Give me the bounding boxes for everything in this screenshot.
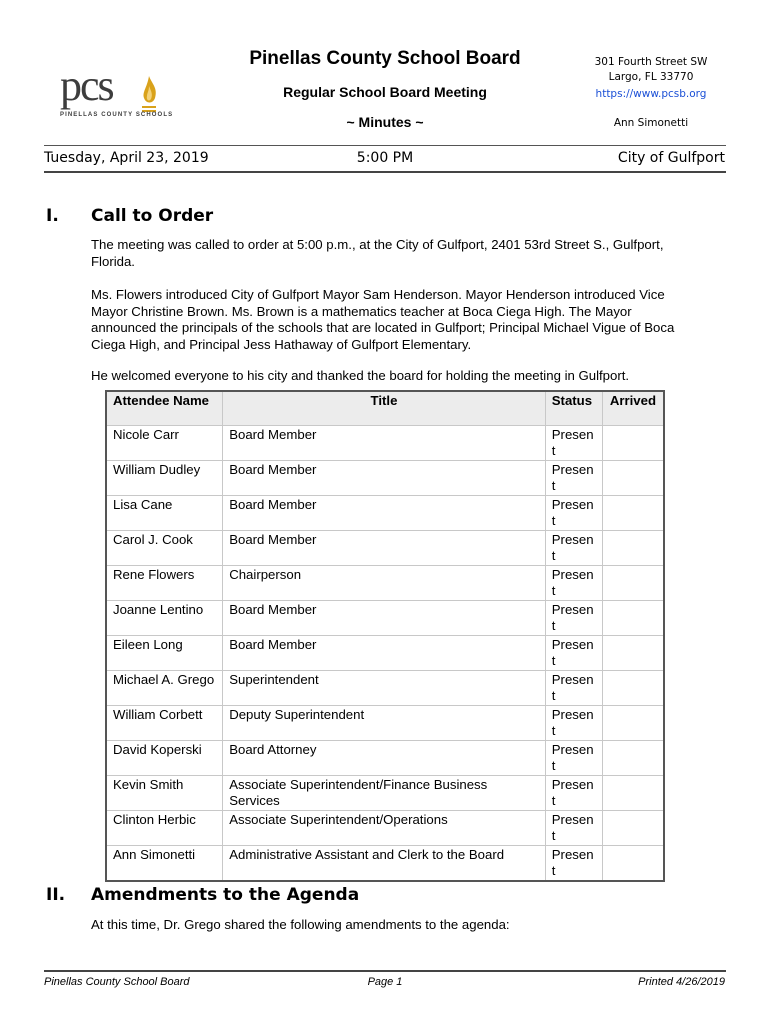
cell-arrived [602,531,664,566]
document-type: ~ Minutes ~ [346,114,424,130]
cell-title: Board Member [223,461,546,496]
cell-arrived [602,671,664,706]
clerk-name: Ann Simonetti [613,117,689,129]
document-title: Pinellas County School Board [249,48,521,69]
footer-page-number: Page 1 [367,976,403,988]
meeting-date: Tuesday, April 23, 2019 [44,150,209,166]
cell-attendee-name: Ann Simonetti [106,846,223,882]
cell-attendee-name: William Corbett [106,706,223,741]
paragraph: Ms. Flowers introduced City of Gulfport Mayor Sam Henderson. Mayor Henderson introduced Vice Mayor Christine Brown. Ms. Brown is a mathematics teacher at Boca Ciega High. The Mayor announced the principals of the schools that are located in Gulfport; Principal Michael Vigue of Boca Ciega High, and Principal Jess Hathaway of Gulfport Elementary. [91,287,675,352]
section-title-call-to-order: Call to Order [91,206,214,226]
cell-status: Present [545,426,602,461]
table-row [106,496,664,531]
meeting-type: Regular School Board Meeting [283,84,487,100]
meeting-time: 5:00 PM [356,150,414,166]
cell-arrived [602,811,664,846]
cell-title: Board Member [223,601,546,636]
cell-status: Present [545,811,602,846]
logo-org-line: PINELLAS COUNTY SCHOOLS [60,112,174,118]
cell-status: Present [545,601,602,636]
cell-arrived [602,601,664,636]
table-row [106,671,664,706]
cell-arrived [602,706,664,741]
table-header-row [106,391,664,426]
cell-arrived [602,741,664,776]
table-row [106,531,664,566]
table-row [106,426,664,461]
footer-org: Pinellas County School Board [44,976,190,988]
paragraph: The meeting was called to order at 5:00 p.m., at the City of Gulfport, 2401 53rd Street S., Gulfport, Florida. [91,237,664,269]
cell-title: Chairperson [223,566,546,601]
table-row [106,846,664,882]
header-divider [44,145,726,146]
website-link[interactable]: https://www.pcsb.org [595,88,707,100]
section-number: II. [46,885,66,905]
logo-mark: pcs [60,61,113,110]
cell-title: Superintendent [223,671,546,706]
cell-attendee-name: Carol J. Cook [106,531,223,566]
cell-arrived [602,846,664,882]
pcs-logo [60,61,174,122]
cell-title: Board Member [223,636,546,671]
cell-attendee-name: Michael A. Grego [106,671,223,706]
cell-status: Present [545,636,602,671]
table-row [106,706,664,741]
address-line-2: Largo, FL 33770 [608,71,694,83]
meta-divider [44,171,726,173]
cell-attendee-name: William Dudley [106,461,223,496]
cell-status: Present [545,741,602,776]
meeting-location: City of Gulfport [617,150,725,166]
section-title-amendments: Amendments to the Agenda [91,885,360,905]
cell-arrived [602,426,664,461]
cell-arrived [602,496,664,531]
cell-attendee-name: Kevin Smith [106,776,223,811]
cell-attendee-name: Nicole Carr [106,426,223,461]
column-header-status: Status [545,391,602,426]
table-row [106,601,664,636]
cell-attendee-name: Joanne Lentino [106,601,223,636]
cell-status: Present [545,531,602,566]
cell-status: Present [545,671,602,706]
cell-attendee-name: Eileen Long [106,636,223,671]
cell-title: Board Member [223,426,546,461]
cell-arrived [602,776,664,811]
table-row [106,461,664,496]
table-row [106,776,664,811]
flame-icon [138,74,160,114]
attendance-table [105,390,665,882]
cell-title: Associate Superintendent/Finance Business Services [223,776,546,811]
cell-status: Present [545,461,602,496]
column-header-name: Attendee Name [106,391,223,426]
cell-arrived [602,461,664,496]
table-row [106,811,664,846]
cell-title: Deputy Superintendent [223,706,546,741]
footer-divider [44,970,726,972]
cell-title: Board Member [223,531,546,566]
cell-title: Administrative Assistant and Clerk to the Board [223,846,546,882]
cell-attendee-name: Clinton Herbic [106,811,223,846]
cell-status: Present [545,496,602,531]
cell-status: Present [545,566,602,601]
column-header-arrived: Arrived [602,391,664,426]
cell-arrived [602,566,664,601]
attendance-body [106,426,664,882]
paragraph: He welcomed everyone to his city and thanked the board for holding the meeting in Gulfport. [91,368,630,383]
cell-title: Board Member [223,496,546,531]
cell-status: Present [545,776,602,811]
cell-attendee-name: Rene Flowers [106,566,223,601]
table-row [106,636,664,671]
cell-status: Present [545,706,602,741]
footer-printed-date: Printed 4/26/2019 [638,976,725,988]
table-row [106,566,664,601]
column-header-title: Title [223,391,546,426]
cell-title: Board Attorney [223,741,546,776]
paragraph: At this time, Dr. Grego shared the following amendments to the agenda: [91,917,510,932]
cell-title: Associate Superintendent/Operations [223,811,546,846]
cell-attendee-name: Lisa Cane [106,496,223,531]
address-line-1: 301 Fourth Street SW [594,56,708,68]
table-row [106,741,664,776]
cell-arrived [602,636,664,671]
section-number: I. [46,206,59,226]
cell-attendee-name: David Koperski [106,741,223,776]
cell-status: Present [545,846,602,882]
